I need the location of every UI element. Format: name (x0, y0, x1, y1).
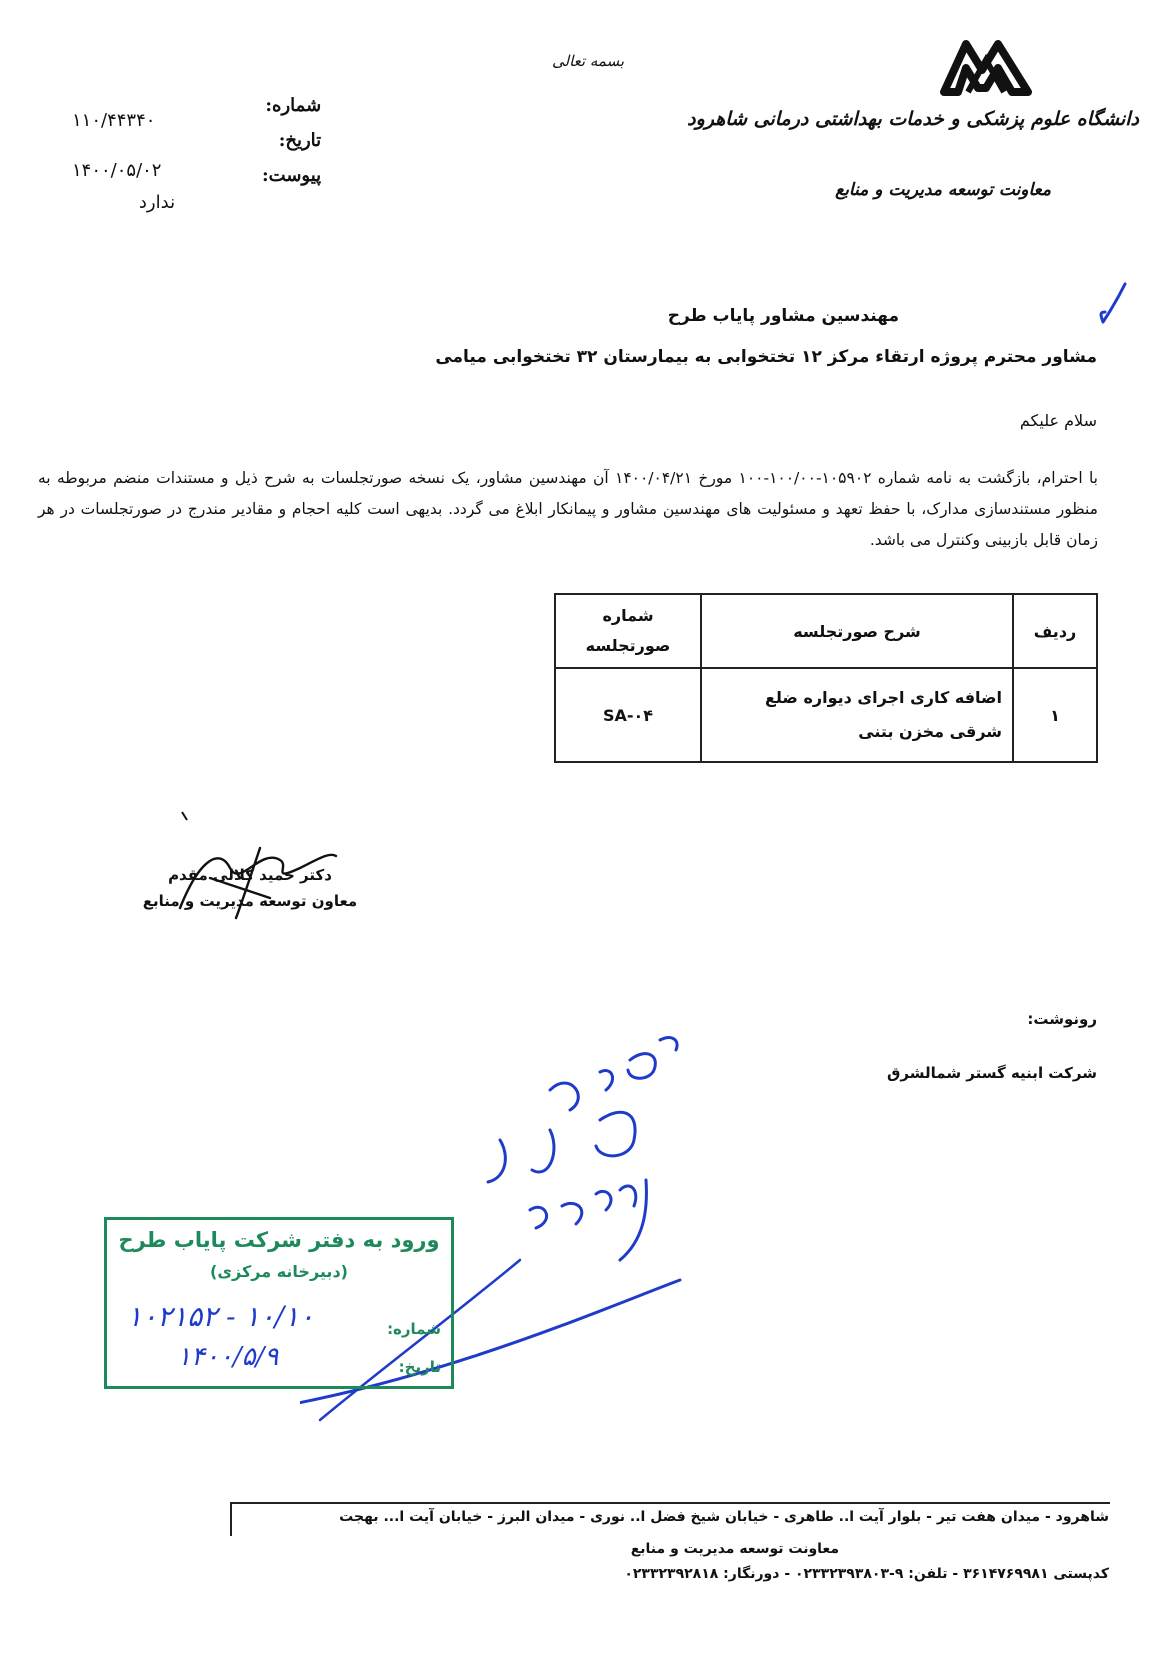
footer-contact: کدپستی ۳۶۱۴۷۶۹۹۸۱ - تلفن: ۹-۰۲۳۳۲۳۹۳۸۰۳ - دورنگار: ۰۲۳۳۲۳۹۲۸۱۸ (624, 1566, 1109, 1582)
footer-address: شاهرود - میدان هفت تیر - بلوار آیت ا.. طاهری - خیابان شیخ فضل ا.. نوری - میدان البرز - خیابان آیت ا... بهجت (339, 1509, 1109, 1525)
stamp-date-value: ۱۴۰۰/۵/۹ (177, 1342, 279, 1372)
header-row-number: ردیف (1013, 594, 1097, 668)
addressee-title: مشاور محترم پروژه ارتقاء مرکز ۱۲ تختخوابی به بیمارستان ۳۲ تختخوابی میامی (435, 347, 1097, 367)
signatory-name: دکتر حمید کلالی مقدم (168, 866, 332, 884)
cell-minutes-number: SA-۰۴ (555, 668, 701, 762)
body-paragraph: با احترام، بازگشت به نامه شماره ۱۰۵۹۰۲-۱۰۰/۰۰-۱۰۰ مورخ ۱۴۰۰/۰۴/۲۱ آن مهندسین مشاور، یک نسخه صورتجلسات به شرح ذیل و مستندات منضم مربوطه به منظور مستندسازی مدارک، با حفظ تعهد و مسئولیت های مهندسین مشاور و پیمانکار ابلاغ می گردد. بدیهی است کلیه احجام و مقادیر مندرج در صورتجلسات در هر زمان قابل بازبینی وکنترل می باشد. (38, 469, 1098, 549)
tick-mark (180, 810, 190, 822)
cc-company: شرکت ابنیه گستر شمالشرق (887, 1064, 1097, 1082)
meta-values (72, 98, 212, 226)
meta-labels (262, 88, 321, 193)
table-row (555, 668, 1097, 762)
cell-description: اضافه کاری اجرای دیواره ضلع شرقی مخزن بتنی (701, 668, 1013, 762)
salutation: سلام علیکم (1019, 411, 1097, 430)
cell-row-number: ۱ (1013, 668, 1097, 762)
stamp-subtitle: (دبیرخانه مرکزی) (210, 1262, 348, 1281)
attachment-label: پیوست: (262, 165, 322, 186)
header-description: شرح صورتجلسه (701, 594, 1013, 668)
attachment-value: ندارد (138, 192, 176, 213)
date-value: ۱۴۰۰/۰۵/۰۲ (72, 160, 162, 181)
minutes-table-wrapper (554, 593, 1098, 763)
stamp-date-label: تاریخ: (398, 1358, 441, 1376)
addressee-name: مهندسین مشاور پایاب طرح (667, 306, 899, 326)
receipt-stamp (104, 1217, 454, 1389)
stamp-number-label: شماره: (387, 1320, 441, 1338)
bismillah: بسمه تعالی (552, 52, 625, 70)
department-name: معاونت توسعه مدیریت و منابع (835, 180, 1051, 200)
date-label: تاریخ: (278, 130, 322, 151)
stamp-number-value: ۱۰۲۱۵۲ - ۱۰/۱۰ (127, 1300, 315, 1333)
stamp-title: ورود به دفتر شرکت پایاب طرح (118, 1228, 440, 1252)
university-name: دانشگاه علوم پزشکی و خدمات بهداشتی درمانی شاهرود (687, 108, 1139, 130)
header-minutes-number: شماره صورتجلسه (555, 594, 701, 668)
number-value: ۱۱۰/۴۴۳۴۰ (72, 110, 156, 131)
footer-divider-vertical (230, 1502, 232, 1536)
cc-label: رونوشت: (1027, 1010, 1097, 1028)
signatory-title: معاون توسعه مدیریت و منابع (142, 892, 358, 910)
minutes-table (554, 593, 1098, 763)
signature-scribble (140, 838, 360, 928)
number-label: شماره: (265, 95, 322, 116)
footer-divider (230, 1502, 1110, 1504)
university-logo (938, 34, 1034, 100)
footer-department: معاونت توسعه مدیریت و منابع (630, 1541, 839, 1557)
checkmark-icon (1099, 282, 1129, 328)
table-header-row (555, 594, 1097, 668)
